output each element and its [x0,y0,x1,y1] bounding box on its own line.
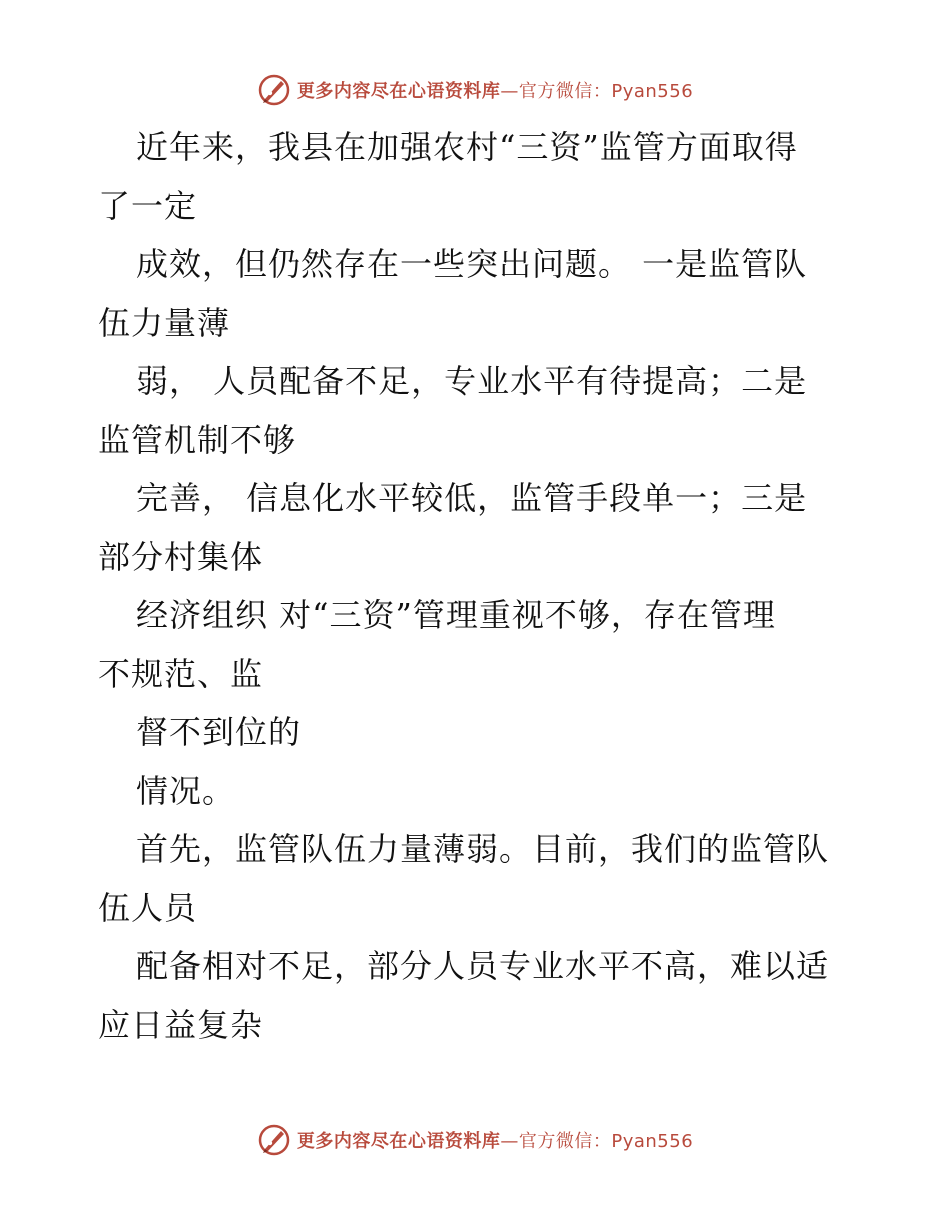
text-line: 成效，但仍然存在一些突出问题。 一是监管队 [136,245,808,283]
quill-pen-logo-icon [257,73,291,107]
text-line: 情况。 [136,771,236,810]
text-line: 首先，监管队伍力量薄弱。目前，我们的监管队 [136,830,830,868]
text-line: 近年来，我县在加强农村“三资”监管方面取得 [136,128,798,166]
text-line: 经济组织 对“三资”管理重视不够，存在管理 [136,596,776,634]
text-line: 伍力量薄 [98,303,231,342]
document-body [98,118,858,1054]
banner-text: 更多内容尽在心语资料库—官方微信：Pyan556 [296,1131,694,1152]
text-line: 完善， 信息化水平较低，监管手段单一；三是 [136,479,808,517]
quill-pen-logo-icon [257,1123,291,1157]
text-line: 配备相对不足，部分人员专业水平不高，难以适 [136,947,830,985]
text-line: 督不到位的 [136,713,302,751]
text-line: 不规范、监 [98,654,264,693]
banner-text: 更多内容尽在心语资料库—官方微信：Pyan556 [296,81,694,102]
footer-banner [0,1120,950,1160]
text-line: 部分村集体 [98,537,264,576]
text-line: 伍人员 [98,888,198,927]
text-line: 监管机制不够 [98,420,297,459]
header-banner [0,70,950,110]
text-line: 了一定 [98,186,198,225]
text-line: 弱， 人员配备不足，专业水平有待提高；二是 [136,362,808,400]
text-line: 应日益复杂 [98,1005,264,1044]
